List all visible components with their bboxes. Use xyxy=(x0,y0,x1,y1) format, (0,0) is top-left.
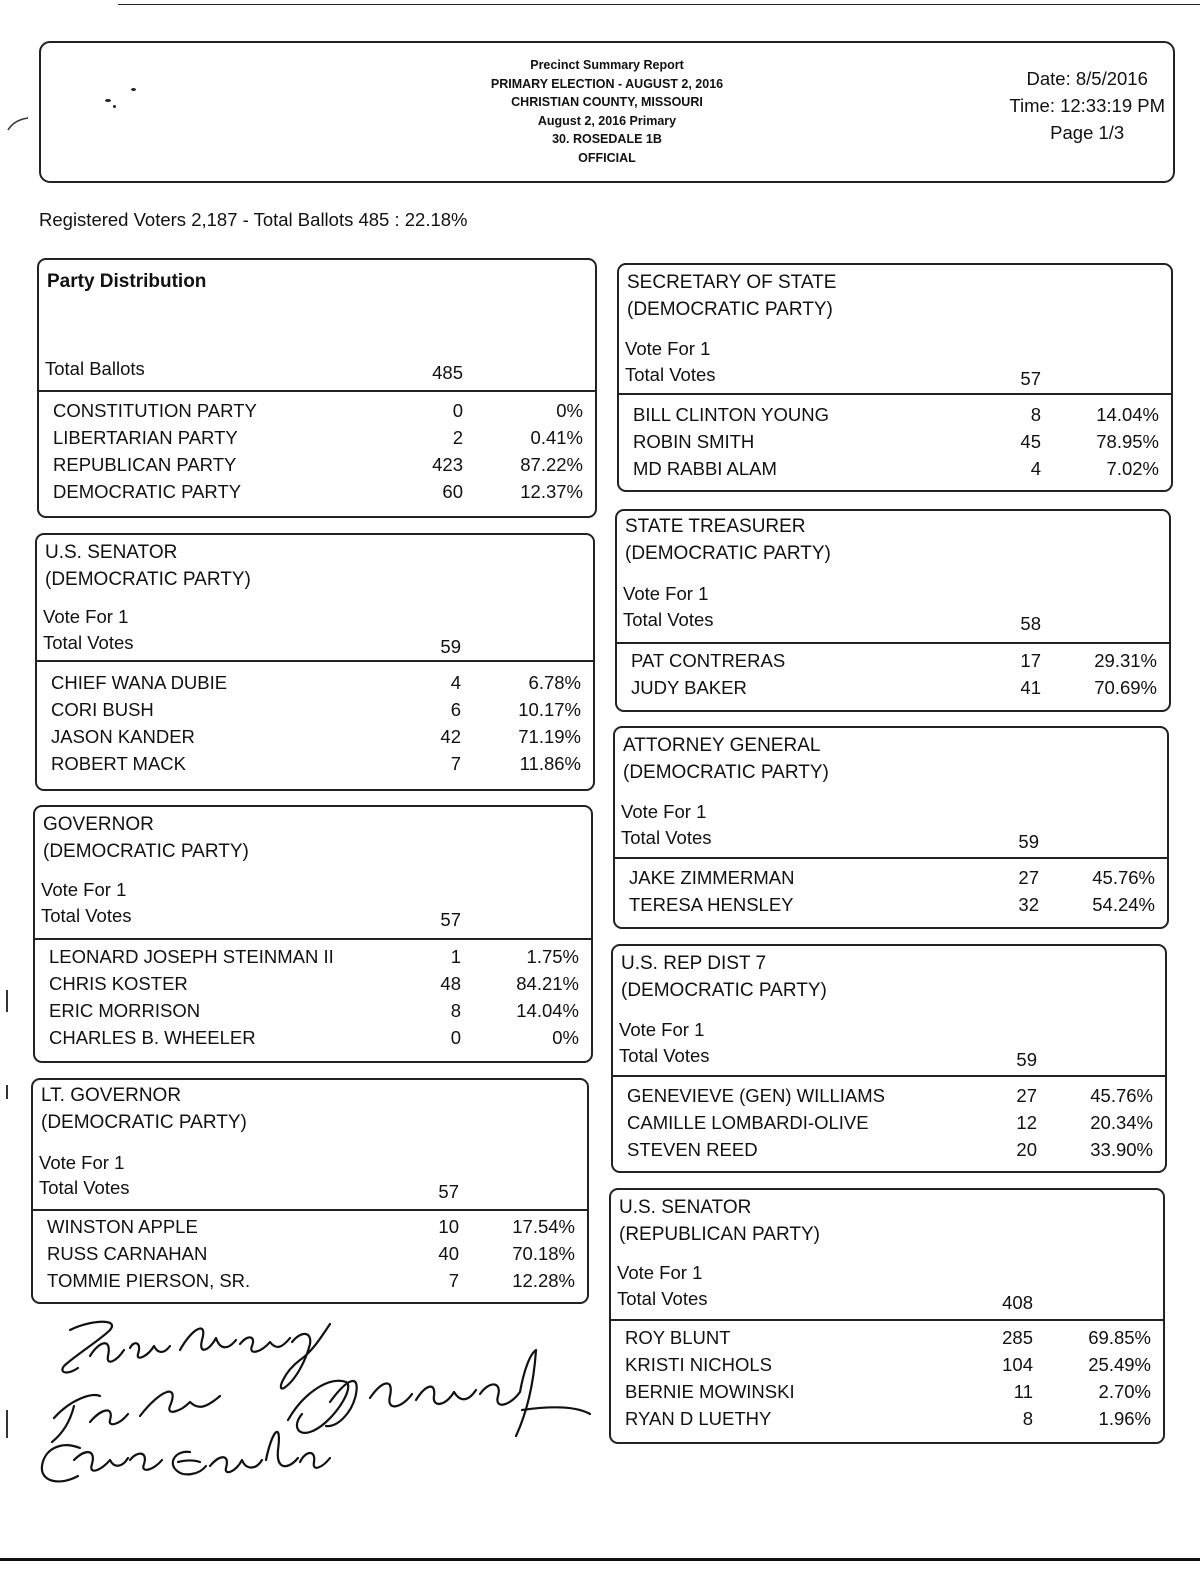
candidate-votes: 7 xyxy=(448,1270,459,1291)
candidate-votes: 8 xyxy=(1030,404,1041,425)
page-number: Page 1/3 xyxy=(1050,122,1125,143)
race-title xyxy=(45,539,251,593)
candidate-votes: 41 xyxy=(1020,677,1041,698)
race-party: (DEMOCRATIC PARTY) xyxy=(621,980,827,1001)
total-votes-label: Total Votes xyxy=(625,364,716,385)
race-box-lt-governor-democratic xyxy=(31,1078,589,1304)
candidate-row xyxy=(617,677,1169,704)
candidate-row xyxy=(619,404,1171,431)
race-box-us-senator-republican xyxy=(609,1188,1165,1444)
scan-bottom-edge-line xyxy=(0,1558,1200,1561)
box-divider xyxy=(617,642,1169,644)
candidate-row xyxy=(613,1112,1165,1139)
candidate-name: KRISTI NICHOLS xyxy=(625,1354,772,1375)
race-title xyxy=(43,811,249,865)
race-party: (DEMOCRATIC PARTY) xyxy=(625,543,831,564)
candidate-name: ERIC MORRISON xyxy=(49,1000,201,1021)
candidate-votes: 20 xyxy=(1016,1139,1037,1160)
candidate-name: JASON KANDER xyxy=(51,726,195,747)
candidate-percent: 84.21% xyxy=(516,973,579,994)
race-office: U.S. REP DIST 7 xyxy=(621,953,767,974)
candidate-name: CHARLES B. WHEELER xyxy=(49,1027,256,1048)
party-row xyxy=(39,481,595,508)
candidate-row xyxy=(35,1000,591,1027)
race-title xyxy=(621,950,827,1004)
race-office: U.S. SENATOR xyxy=(45,542,178,563)
candidate-votes: 32 xyxy=(1018,894,1039,915)
box-divider xyxy=(611,1319,1163,1321)
candidate-votes: 48 xyxy=(440,973,461,994)
county-name: CHRISTIAN COUNTY, MISSOURI xyxy=(511,95,703,109)
race-title xyxy=(625,513,831,567)
candidate-name: BILL CLINTON YOUNG xyxy=(633,404,830,425)
party-distribution-box xyxy=(37,258,597,518)
race-box-state-treasurer-democratic xyxy=(615,509,1171,712)
party-name: LIBERTARIAN PARTY xyxy=(53,427,238,448)
total-votes-value: 58 xyxy=(1020,613,1041,634)
race-office: GOVERNOR xyxy=(43,814,154,835)
candidate-percent: 45.76% xyxy=(1092,867,1155,888)
candidate-votes: 6 xyxy=(450,699,461,720)
total-votes-label: Total Votes xyxy=(43,632,134,653)
candidate-percent: 6.78% xyxy=(528,672,581,693)
total-votes-label: Total Votes xyxy=(623,609,714,630)
race-title xyxy=(619,1194,820,1248)
candidate-percent: 1.96% xyxy=(1098,1408,1151,1429)
official-label: OFFICIAL xyxy=(578,150,636,165)
total-votes-value: 59 xyxy=(1016,1049,1037,1070)
party-votes: 60 xyxy=(442,481,463,502)
party-percent: 12.37% xyxy=(520,481,583,502)
candidate-percent: 12.28% xyxy=(512,1270,575,1291)
vote-for-label: Vote For 1 xyxy=(617,1262,703,1283)
report-header xyxy=(39,41,1175,183)
race-box-attorney-general-democratic xyxy=(613,726,1169,929)
race-box-us-rep-dist-7-democratic xyxy=(611,944,1167,1173)
total-votes-value: 59 xyxy=(1018,831,1039,852)
candidate-percent: 45.76% xyxy=(1090,1085,1153,1106)
candidate-votes: 17 xyxy=(1020,650,1041,671)
candidate-row xyxy=(615,867,1167,894)
total-votes-value: 408 xyxy=(1002,1292,1033,1313)
candidate-percent: 2.70% xyxy=(1098,1381,1151,1402)
candidate-row xyxy=(615,894,1167,921)
box-divider xyxy=(613,1075,1165,1077)
total-votes-value: 59 xyxy=(440,636,461,657)
party-votes: 2 xyxy=(452,427,463,448)
candidate-name: RUSS CARNAHAN xyxy=(47,1243,208,1264)
race-title xyxy=(41,1082,247,1136)
race-office: ATTORNEY GENERAL xyxy=(623,735,821,756)
candidate-row xyxy=(33,1243,587,1270)
race-party: (DEMOCRATIC PARTY) xyxy=(43,841,249,862)
candidate-row xyxy=(611,1327,1163,1354)
total-votes-label: Total Votes xyxy=(619,1045,710,1066)
candidate-name: ROY BLUNT xyxy=(625,1327,731,1348)
report-time: Time: 12:33:19 PM xyxy=(1009,95,1165,116)
party-votes: 0 xyxy=(452,400,463,421)
party-percent: 87.22% xyxy=(520,454,583,475)
total-votes-label: Total Votes xyxy=(617,1288,708,1309)
candidate-name: STEVEN REED xyxy=(627,1139,758,1160)
scan-margin-mark xyxy=(6,1085,8,1099)
candidate-name: ROBERT MACK xyxy=(51,753,187,774)
candidate-name: JUDY BAKER xyxy=(631,677,747,698)
total-votes-label: Total Votes xyxy=(41,905,132,926)
candidate-row xyxy=(611,1354,1163,1381)
race-box-governor-democratic xyxy=(33,805,593,1063)
candidate-percent: 14.04% xyxy=(516,1000,579,1021)
candidate-percent: 10.17% xyxy=(518,699,581,720)
report-meta xyxy=(1009,65,1165,146)
candidate-percent: 0% xyxy=(552,1027,579,1048)
candidate-name: ROBIN SMITH xyxy=(633,431,755,452)
candidate-percent: 25.49% xyxy=(1088,1354,1151,1375)
total-votes-value: 57 xyxy=(438,1181,459,1202)
race-office: STATE TREASURER xyxy=(625,516,806,537)
race-party: (DEMOCRATIC PARTY) xyxy=(627,299,833,320)
race-title xyxy=(627,269,836,323)
candidate-votes: 40 xyxy=(438,1243,459,1264)
candidate-percent: 71.19% xyxy=(518,726,581,747)
candidate-votes: 11 xyxy=(1013,1381,1033,1402)
candidate-percent: 20.34% xyxy=(1090,1112,1153,1133)
report-date: Date: 8/5/2016 xyxy=(1026,68,1148,89)
race-party: (REPUBLICAN PARTY) xyxy=(619,1224,820,1245)
candidate-name: TOMMIE PIERSON, SR. xyxy=(47,1270,251,1291)
candidate-name: LEONARD JOSEPH STEINMAN II xyxy=(49,946,334,967)
election-name: PRIMARY ELECTION - AUGUST 2, 2016 xyxy=(490,76,724,91)
candidate-percent: 7.02% xyxy=(1106,458,1159,479)
party-votes: 423 xyxy=(432,454,463,475)
total-votes-value: 57 xyxy=(1020,368,1041,389)
candidate-row xyxy=(619,431,1171,458)
race-office: SECRETARY OF STATE xyxy=(627,272,837,293)
vote-for-label: Vote For 1 xyxy=(41,879,127,900)
box-title: Party Distribution xyxy=(47,271,207,292)
candidate-votes: 285 xyxy=(1002,1327,1033,1348)
candidate-row xyxy=(613,1085,1165,1112)
party-name: CONSTITUTION PARTY xyxy=(53,400,257,421)
party-percent: 0% xyxy=(556,400,583,421)
candidate-percent: 1.75% xyxy=(526,946,579,967)
registered-voters-summary: Registered Voters 2,187 - Total Ballots 485 : 22.18% xyxy=(39,209,468,230)
race-office: U.S. SENATOR xyxy=(619,1197,752,1218)
candidate-name: BERNIE MOWINSKI xyxy=(625,1381,795,1402)
candidate-votes: 45 xyxy=(1020,431,1041,452)
party-row xyxy=(39,454,595,481)
vote-for-label: Vote For 1 xyxy=(39,1152,125,1173)
handwritten-signatures xyxy=(30,1310,600,1500)
report-title: Precinct Summary Report xyxy=(530,58,684,72)
candidate-name: TERESA HENSLEY xyxy=(629,894,794,915)
candidate-name: MD RABBI ALAM xyxy=(633,458,777,479)
vote-for-label: Vote For 1 xyxy=(623,583,709,604)
scan-margin-mark xyxy=(6,114,30,134)
candidate-row xyxy=(37,699,593,726)
candidate-votes: 4 xyxy=(450,672,461,693)
box-divider xyxy=(33,1209,587,1211)
candidate-row xyxy=(33,1216,587,1243)
candidate-name: CAMILLE LOMBARDI-OLIVE xyxy=(627,1112,869,1133)
candidate-votes: 8 xyxy=(450,1000,461,1021)
candidate-row xyxy=(617,650,1169,677)
race-title xyxy=(623,732,829,786)
candidate-row xyxy=(611,1408,1163,1435)
candidate-percent: 78.95% xyxy=(1096,431,1159,452)
race-office: LT. GOVERNOR xyxy=(41,1085,182,1106)
box-divider xyxy=(39,390,595,392)
party-name: DEMOCRATIC PARTY xyxy=(53,481,242,502)
candidate-percent: 70.18% xyxy=(512,1243,575,1264)
candidate-row xyxy=(33,1270,587,1297)
vote-for-label: Vote For 1 xyxy=(43,606,129,627)
candidate-name: CORI BUSH xyxy=(51,699,154,720)
candidate-row xyxy=(37,726,593,753)
candidate-votes: 10 xyxy=(438,1216,459,1237)
candidate-percent: 17.54% xyxy=(512,1216,575,1237)
candidate-votes: 4 xyxy=(1030,458,1041,479)
candidate-row xyxy=(35,946,591,973)
candidate-votes: 104 xyxy=(1002,1354,1033,1375)
candidate-name: JAKE ZIMMERMAN xyxy=(629,867,795,888)
candidate-votes: 1 xyxy=(450,946,461,967)
vote-for-label: Vote For 1 xyxy=(621,801,707,822)
scan-top-edge-line xyxy=(118,4,1200,5)
candidate-name: CHIEF WANA DUBIE xyxy=(51,672,228,693)
candidate-name: RYAN D LUETHY xyxy=(625,1408,772,1429)
candidate-percent: 33.90% xyxy=(1090,1139,1153,1160)
box-divider xyxy=(37,660,593,662)
candidate-percent: 69.85% xyxy=(1088,1327,1151,1348)
party-name: REPUBLICAN PARTY xyxy=(53,454,237,475)
candidate-name: WINSTON APPLE xyxy=(47,1216,198,1237)
candidate-row xyxy=(35,973,591,1000)
report-title-block xyxy=(41,56,1173,167)
candidate-votes: 0 xyxy=(450,1027,461,1048)
total-ballots-label: Total Ballots xyxy=(45,358,145,379)
box-divider xyxy=(619,393,1171,395)
candidate-votes: 12 xyxy=(1016,1112,1037,1133)
candidate-name: PAT CONTRERAS xyxy=(631,650,786,671)
party-row xyxy=(39,427,595,454)
precinct-name: 30. ROSEDALE 1B xyxy=(552,132,662,146)
total-votes-label: Total Votes xyxy=(621,827,712,848)
race-box-secretary-of-state-democratic xyxy=(617,263,1173,492)
candidate-name: CHRIS KOSTER xyxy=(49,973,188,994)
candidate-row xyxy=(613,1139,1165,1166)
race-box-us-senator-democratic xyxy=(35,533,595,791)
candidate-name: GENEVIEVE (GEN) WILLIAMS xyxy=(627,1085,886,1106)
candidate-row xyxy=(35,1027,591,1054)
candidate-row xyxy=(611,1381,1163,1408)
total-ballots-value: 485 xyxy=(432,362,463,383)
candidate-percent: 70.69% xyxy=(1094,677,1157,698)
race-party: (DEMOCRATIC PARTY) xyxy=(45,569,251,590)
candidate-row xyxy=(37,753,593,780)
candidate-votes: 7 xyxy=(450,753,461,774)
candidate-votes: 27 xyxy=(1018,867,1039,888)
primary-name: August 2, 2016 Primary xyxy=(537,113,677,128)
candidate-row xyxy=(37,672,593,699)
scan-margin-mark xyxy=(6,1410,8,1438)
candidate-votes: 42 xyxy=(440,726,461,747)
party-row xyxy=(39,400,595,427)
total-votes-label: Total Votes xyxy=(39,1177,130,1198)
total-votes-value: 57 xyxy=(440,909,461,930)
candidate-percent: 11.86% xyxy=(519,753,581,774)
candidate-row xyxy=(619,458,1171,485)
vote-for-label: Vote For 1 xyxy=(619,1019,705,1040)
box-divider xyxy=(35,938,591,940)
race-party: (DEMOCRATIC PARTY) xyxy=(41,1112,247,1133)
party-percent: 0.41% xyxy=(530,427,583,448)
candidate-percent: 29.31% xyxy=(1094,650,1157,671)
box-divider xyxy=(615,857,1167,859)
candidate-votes: 27 xyxy=(1016,1085,1037,1106)
vote-for-label: Vote For 1 xyxy=(625,338,711,359)
candidate-percent: 54.24% xyxy=(1092,894,1155,915)
race-party: (DEMOCRATIC PARTY) xyxy=(623,762,829,783)
candidate-percent: 14.04% xyxy=(1096,404,1159,425)
candidate-votes: 8 xyxy=(1022,1408,1033,1429)
scan-margin-mark xyxy=(6,990,8,1012)
